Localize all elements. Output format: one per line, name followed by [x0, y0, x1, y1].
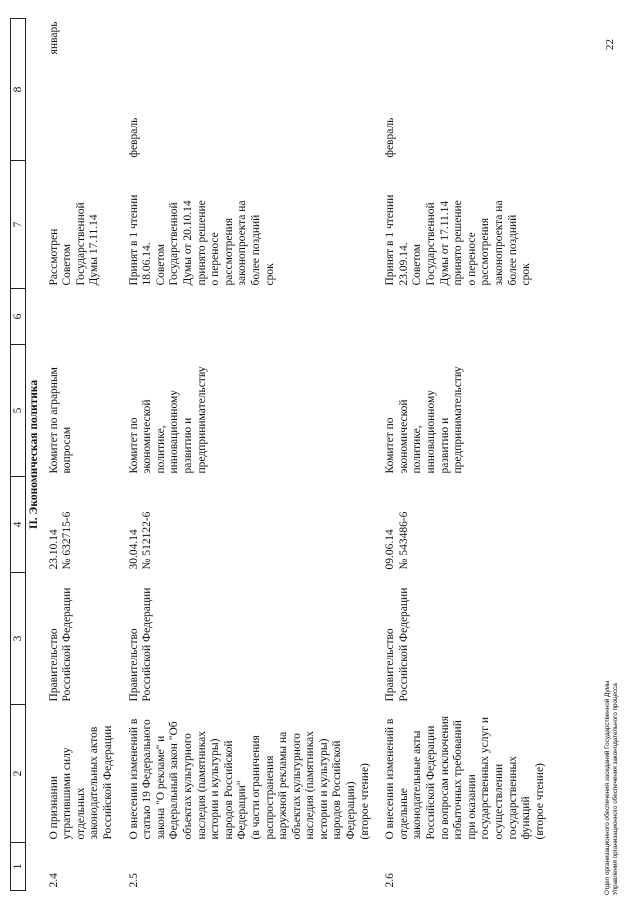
initiator: Правительство Российской Федерации — [384, 587, 410, 702]
column-number: 5 — [11, 345, 26, 477]
row-number: 2.6 — [384, 873, 397, 888]
responsible-committee: Комитет по экономической политике, инновационному развитию и предпринимательству — [127, 366, 208, 474]
row-number: 2.4 — [47, 873, 60, 888]
initiator: Правительство Российской Федерации — [47, 587, 74, 702]
bill-status: Рассмотрен Советом Государственной Думы 17.11.14 — [47, 202, 101, 286]
column-number: 3 — [11, 573, 26, 705]
bill-title: О внесении изменений в отдельные законодательные акты Российской Федерации по вопросам исключения избыточных требований при оказании государственных услуг и осуществлении государственных функций (второе чтение) — [384, 715, 546, 840]
registration-info: 23.10.14 № 632715-6 — [47, 511, 74, 570]
planned-month: февраль — [127, 117, 140, 158]
footer-directorate: Управления организационного обеспечения законодательного процесса — [611, 683, 619, 895]
page-footer — [604, 681, 619, 895]
planned-month: январь — [47, 21, 60, 55]
table-row — [128, 19, 385, 891]
column-number: 4 — [11, 477, 26, 573]
row-number: 2.5 — [127, 873, 140, 888]
column-number: 6 — [11, 289, 26, 345]
legislation-table — [10, 18, 559, 891]
column-number: 2 — [11, 705, 26, 843]
planned-month: февраль — [384, 117, 397, 158]
column-6-cell — [384, 289, 559, 345]
bill-title: О внесении изменений в статью 19 Федерального закона "О рекламе" и Федеральный закон "Об объектах культурного наследия (памятниках истории и культуры) народов Российской Федерации" (в части ограничения распространения наружной рекламы на объектах культурного наследия (памятниках истории и культуры) народов Российской Федерации) (второе чтение) — [127, 718, 371, 840]
bill-status: Принят в 1 чтении 18.06.14. Советом Государственной Думы от 20.10.14 принято решение о переносе рассмотрения законопроекта на более поздний срок — [127, 194, 276, 286]
column-number: 8 — [11, 19, 26, 161]
column-number: 7 — [11, 161, 26, 289]
footer-department: Отдел организационного обеспечения заседаний Государственной Думы — [604, 680, 611, 895]
table-row — [384, 19, 559, 891]
section-heading-row — [26, 19, 48, 891]
column-number-header — [11, 19, 26, 891]
column-6-cell — [128, 289, 385, 345]
registration-info: 30.04.14 № 512122-6 — [127, 511, 154, 570]
page-number: 22 — [604, 39, 616, 50]
bill-title: О признании утратившими силу отдельных законодательных актов Российской Федерации — [47, 725, 114, 840]
column-number: 1 — [11, 843, 26, 891]
registration-info: 09.06.14 № 543486-6 — [384, 511, 410, 570]
responsible-committee: Комитет по аграрным вопросам — [47, 367, 74, 474]
column-6-cell — [48, 289, 128, 345]
table-row — [48, 19, 128, 891]
bill-status: Принят в 1 чтении 23.09.14. Советом Государственной Думы от 17.11.14 принято решение о переносе рассмотрения законопроекта на более поздний срок — [384, 194, 533, 286]
section-title: II. Экономическая политика — [28, 379, 40, 530]
responsible-committee: Комитет по экономической политике, инновационному развитию и предпринимательству — [384, 366, 465, 474]
initiator: Правительство Российской Федерации — [127, 587, 154, 702]
